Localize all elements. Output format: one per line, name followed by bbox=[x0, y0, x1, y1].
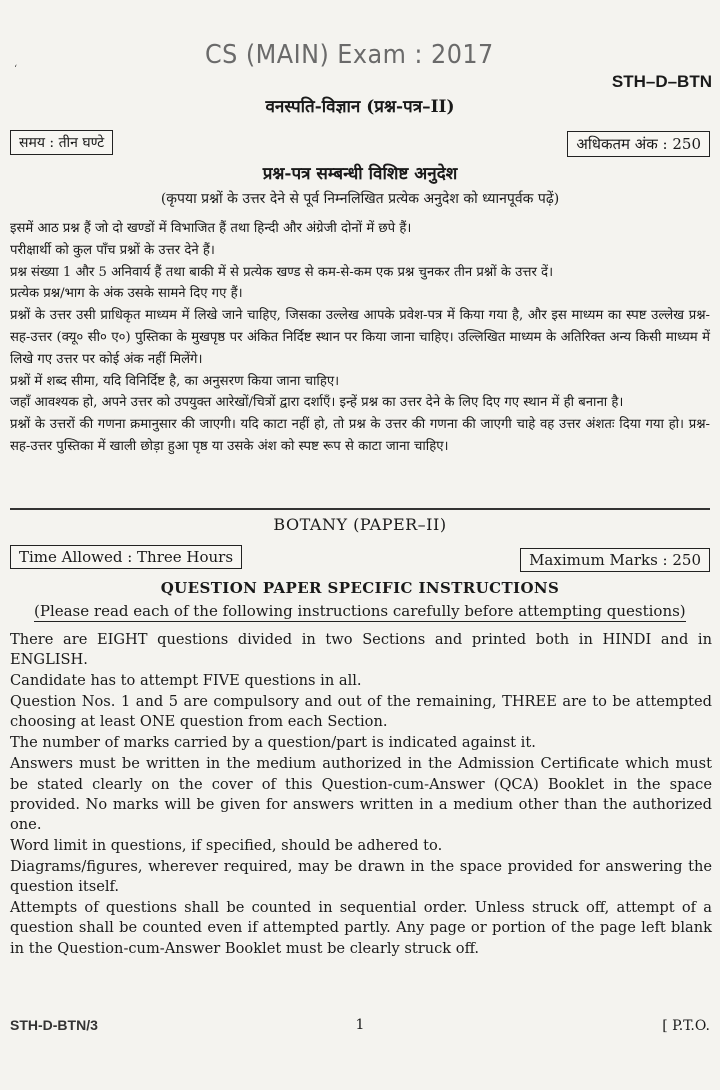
hindi-instruction-item: प्रत्येक प्रश्न/भाग के अंक उसके सामने दिए गए हैं। bbox=[10, 286, 243, 302]
english-instruction-item: Attempts of questions shall be counted in sequential order. Unless struck off, attempt of a question shall be counted even if attempted partly. Any page or portion of the page left blank in the Question-cum-Answer Booklet must be clearly struck off. bbox=[10, 899, 712, 957]
hindi-instructions-heading: प्रश्न-पत्र सम्बन्धी विशिष्ट अनुदेश bbox=[262, 164, 458, 184]
hindi-instruction-item: जहाँ आवश्यक हो, अपने उत्तर को उपयुक्त आरेखों/चित्रों द्वारा दर्शाएँ। इन्हें प्रश्न का उत्तर देने के लिए दिए गए स्थान में ही बनाना है। bbox=[10, 395, 624, 411]
english-instruction-item: Word limit in questions, if specified, should be adhered to. bbox=[10, 837, 443, 855]
english-subject-title: BOTANY (PAPER–II) bbox=[273, 515, 447, 534]
english-instruction-item: The number of marks carried by a question/part is indicated against it. bbox=[10, 734, 536, 752]
section-divider bbox=[10, 508, 710, 510]
scan-mark: ‘ bbox=[14, 64, 18, 75]
english-instructions bbox=[10, 630, 712, 960]
hindi-instruction-item: परीक्षार्थी को कुल पाँच प्रश्नों के उत्तर देने हैं। bbox=[10, 242, 215, 258]
hindi-max-marks: अधिकतम अंक : 250 bbox=[567, 131, 710, 157]
paper-code: STH–D–BTN bbox=[611, 72, 712, 91]
please-turn-over: [ P.T.O. bbox=[662, 1018, 710, 1034]
english-instructions-heading: QUESTION PAPER SPECIFIC INSTRUCTIONS bbox=[160, 579, 560, 597]
exam-stamp: CS (MAIN) Exam : 2017 bbox=[205, 40, 494, 70]
english-instruction-item: There are EIGHT questions divided in two Sections and printed both in HINDI and in ENGLISH. bbox=[10, 631, 712, 669]
hindi-instruction-item: प्रश्न संख्या 1 और 5 अनिवार्य हैं तथा बाकी में से प्रत्येक खण्ड से कम-से-कम एक प्रश्न चुनकर तीन प्रश्नों के उत्तर दें। bbox=[10, 264, 554, 280]
english-instruction-item: Answers must be written in the medium authorized in the Admission Certificate which must be stated clearly on the cover of this Question-cum-Answer (QCA) Booklet in the space provided. No marks will be given for answers written in a medium other than the authorized one. bbox=[10, 755, 712, 834]
hindi-instruction-item: प्रश्नों के उत्तरों की गणना क्रमानुसार की जाएगी। यदि काटा नहीं हो, तो प्रश्न के उत्तर की गणना की जाएगी चाहे वह उत्तर अंशतः दिया गया हो। प्रश्न-सह-उत्तर पुस्तिका में खाली छोड़ा हुआ पृष्ठ या उसके अंश को स्पष्ट रूप से काटा जाना चाहिए। bbox=[10, 417, 710, 454]
hindi-subject-title: वनस्पति-विज्ञान (प्रश्न-पत्र–II) bbox=[265, 97, 455, 117]
english-instruction-item: Diagrams/figures, wherever required, may be drawn in the space provided for answering the question itself. bbox=[10, 858, 712, 896]
hindi-instructions bbox=[10, 218, 710, 458]
english-instruction-item: Question Nos. 1 and 5 are compulsory and out of the remaining, THREE are to be attempted choosing at least ONE question from each Section. bbox=[10, 693, 712, 731]
footer-paper-code: STH-D-BTN/3 bbox=[10, 1017, 98, 1033]
hindi-instruction-item: इसमें आठ प्रश्न हैं जो दो खण्डों में विभाजित हैं तथा हिन्दी और अंग्रेजी दोनों में छपे हैं। bbox=[10, 221, 412, 236]
hindi-instruction-item: प्रश्नों के उत्तर उसी प्राधिकृत माध्यम में लिखे जाने चाहिए, जिसका उल्लेख आपके प्रवेश-पत्र में किया गया है, और इस माध्यम का स्पष्ट उल्लेख प्रश्न-सह-उत्तर (क्यू० सी० ए०) पुस्तिका के मुखपृष्ठ पर अंकित निर्दिष्ट स्थान पर किया जाना चाहिए। उल्लिखित माध्यम के अतिरिक्त अन्य किसी माध्यम में लिखे गए उत्तर पर कोई अंक नहीं मिलेंगे। bbox=[10, 308, 710, 367]
english-time-allowed: Time Allowed : Three Hours bbox=[10, 545, 242, 569]
english-max-marks: Maximum Marks : 250 bbox=[520, 548, 710, 572]
hindi-time-allowed: समय : तीन घण्टे bbox=[10, 130, 113, 155]
english-instruction-item: Candidate has to attempt FIVE questions in all. bbox=[10, 672, 362, 690]
hindi-instructions-subheading: (कृपया प्रश्नों के उत्तर देने से पूर्व निम्नलिखित प्रत्येक अनुदेश को ध्यानपूर्वक पढ़ें) bbox=[160, 191, 560, 207]
english-instructions-subheading: (Please read each of the following instructions carefully before attempting questions) bbox=[34, 602, 686, 620]
hindi-instruction-item: प्रश्नों में शब्द सीमा, यदि विनिर्दिष्ट है, का अनुसरण किया जाना चाहिए। bbox=[10, 373, 340, 389]
page-number: 1 bbox=[355, 1017, 365, 1033]
